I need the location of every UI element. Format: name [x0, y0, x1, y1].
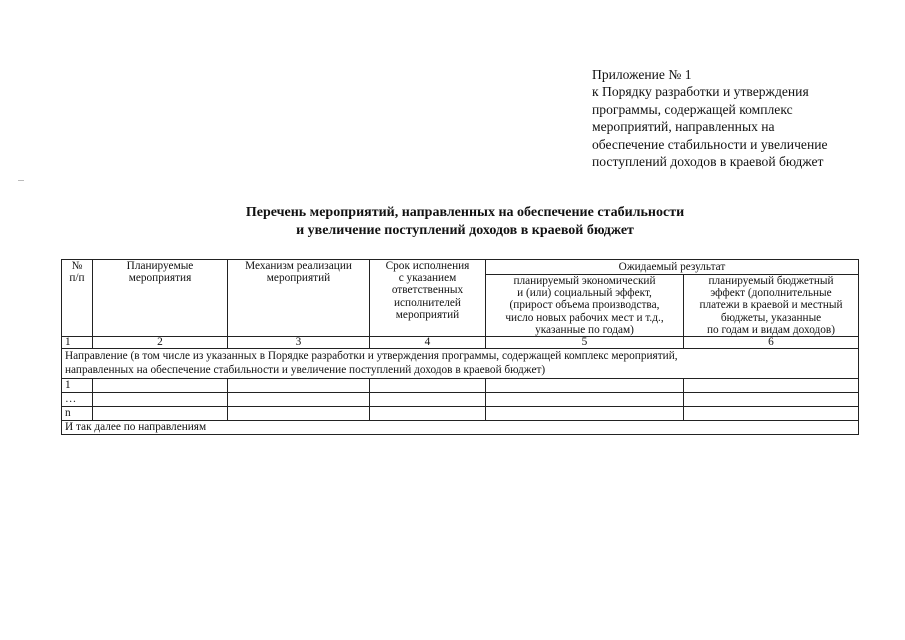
header-number: № п/п [62, 260, 93, 337]
header-planned-measures: Планируемые мероприятия [93, 260, 228, 337]
column-number: 6 [684, 337, 859, 349]
table-cell [684, 393, 859, 407]
appendix-line: поступлений доходов в краевой бюджет [592, 154, 824, 170]
direction-row [62, 349, 859, 379]
table-cell [486, 407, 684, 421]
table-cell [370, 393, 486, 407]
table-row [62, 393, 859, 407]
appendix-line: обеспечение стабильности и увеличение [592, 136, 828, 152]
header-budget-effect: планируемый бюджетный эффект (дополнительные платежи в краевой и местный бюджеты, указанные по годам и видам доходов) [684, 275, 859, 337]
table-cell [93, 379, 228, 393]
appendix-line: к Порядку разработки и утверждения [592, 84, 809, 100]
footer-row [62, 421, 859, 435]
table-cell [93, 407, 228, 421]
column-number-row [62, 337, 859, 349]
table-cell [228, 379, 370, 393]
row-number: n [62, 407, 93, 421]
column-number: 5 [486, 337, 684, 349]
column-number: 4 [370, 337, 486, 349]
document-title [60, 204, 870, 239]
table-cell [684, 407, 859, 421]
appendix-caption [592, 66, 892, 170]
header-row [62, 260, 859, 275]
column-number: 3 [228, 337, 370, 349]
column-number: 2 [93, 337, 228, 349]
table-cell [228, 407, 370, 421]
header-mechanism: Механизм реализации мероприятий [228, 260, 370, 337]
title-line-1: Перечень мероприятий, направленных на обеспечение стабильности [245, 205, 685, 220]
table-cell [370, 379, 486, 393]
table-cell [228, 393, 370, 407]
header-economic-effect: планируемый экономический и (или) социальный эффект, (прирост объема производства, число новых рабочих мест и т.д., указанные по годам) [486, 275, 684, 337]
table-cell [684, 379, 859, 393]
table-row [62, 379, 859, 393]
footer-cell: И так далее по направлениям [62, 421, 859, 435]
direction-cell: Направление (в том числе из указанных в Порядке разработки и утверждения программы, содержащей комплекс мероприятий, направленных на обеспечение стабильности и увеличение поступлений доходов в краевой бюджет) [62, 349, 859, 379]
column-number: 1 [62, 337, 93, 349]
table-cell [486, 379, 684, 393]
appendix-line: программы, содержащей комплекс [592, 101, 793, 117]
table-cell [370, 407, 486, 421]
title-line-2: и увеличение поступлений доходов в краевой бюджет [296, 222, 634, 238]
appendix-line: Приложение № 1 [592, 67, 692, 82]
row-number: 1 [62, 379, 93, 393]
appendix-line: мероприятий, направленных на [592, 119, 775, 135]
table-row [62, 407, 859, 421]
measures-table [61, 259, 859, 435]
header-deadline: Срок исполнения с указанием ответственных исполнителей мероприятий [370, 260, 486, 337]
row-number: … [62, 393, 93, 407]
table-cell [93, 393, 228, 407]
table-cell [486, 393, 684, 407]
header-expected-result: Ожидаемый результат [486, 260, 859, 275]
scan-artifact [18, 180, 24, 181]
